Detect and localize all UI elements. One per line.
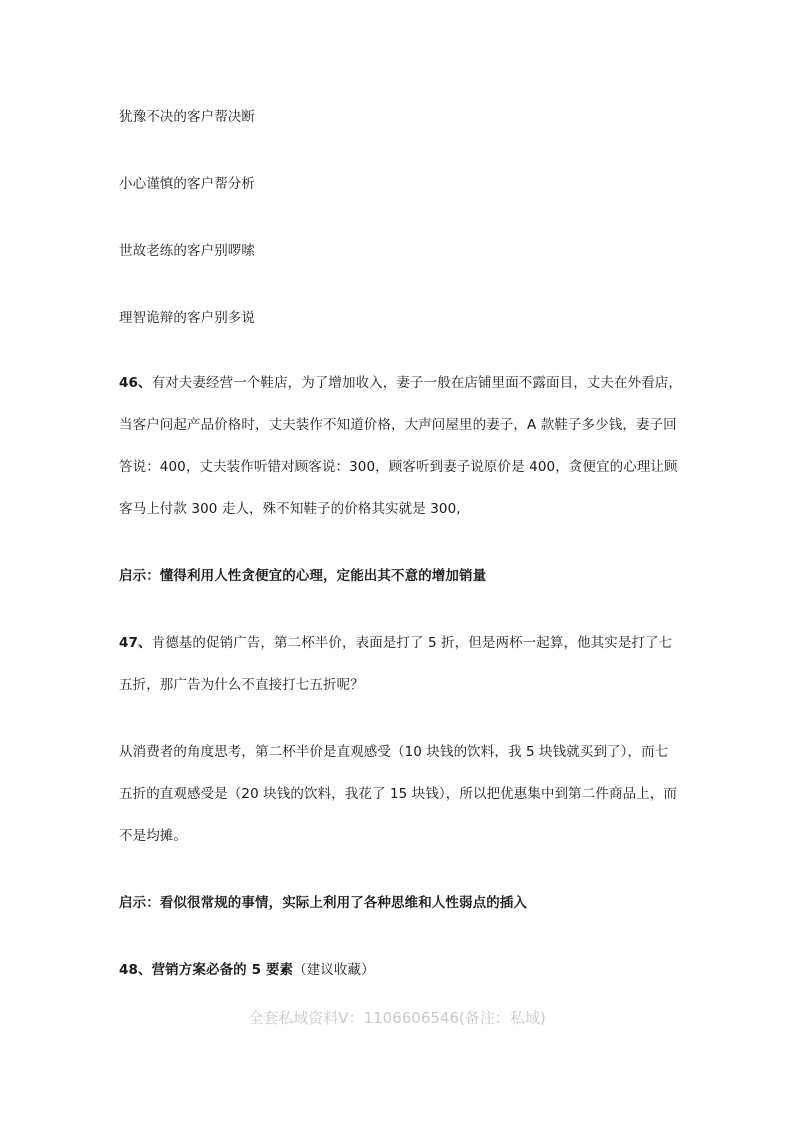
item-47-line-2: 五折，那广告为什么不直接打七五折呢？ <box>119 677 364 693</box>
item-47-insight: 启示：看似很常规的事情，实际上利用了各种思维和人性弱点的插入 <box>119 895 527 911</box>
item-48-note: （建议收藏） <box>293 962 375 978</box>
item-46-line-1 <box>119 373 682 393</box>
item-46-line-4: 客马上付款 300 走人，殊不知鞋子的价格其实就是 300, <box>119 501 461 517</box>
item-46-line-2: 当客户问起产品价格时，丈夫装作不知道价格，大声问屋里的妻子，A 款鞋子多少钱，妻子回 <box>119 417 677 433</box>
item-47-number: 47、 <box>119 635 152 651</box>
item-47-para-line-1: 从消费者的角度思考，第二杯半价是直观感受（10 块钱的饮料，我 5 块钱就买到了），而七 <box>119 744 669 760</box>
item-48-heading <box>119 960 679 980</box>
text-line-3: 世故老练的客户别啰嗦 <box>119 243 255 259</box>
text-line-2: 小心谨慎的客户帮分析 <box>119 176 255 192</box>
item-46-number: 46、 <box>119 375 152 391</box>
text-line-1: 犹豫不决的客户帮决断 <box>119 109 255 125</box>
item-46-text-1: 有对夫妻经营一个鞋店，为了增加收入，妻子一般在店铺里面不露面目，丈夫在外看店， <box>151 375 682 391</box>
item-46-insight: 启示：懂得利用人性贪便宜的心理，定能出其不意的增加销量 <box>119 568 487 584</box>
item-47-para-line-3: 不是均摊。 <box>119 828 187 844</box>
text-line-4: 理智诡辩的客户别多说 <box>119 310 255 326</box>
item-48-title: 48、营销方案必备的 5 要素 <box>119 962 294 978</box>
item-46-line-3: 答说：400，丈夫装作听错对顾客说：300，顾客听到妻子说原价是 400，贪便宜的心理让顾 <box>119 459 678 475</box>
item-47-line-1 <box>119 633 679 653</box>
watermark-footer: 全套私域资料V：1106606546(备注：私域) <box>248 1009 546 1027</box>
item-47-text-1: 肯德基的促销广告，第二杯半价，表面是打了 5 折，但是两杯一起算，他其实是打了七 <box>151 635 673 651</box>
item-47-para-line-2: 五折的直观感受是（20 块钱的饮料，我花了 15 块钱），所以把优惠集中到第二件商品上，而 <box>119 786 677 802</box>
